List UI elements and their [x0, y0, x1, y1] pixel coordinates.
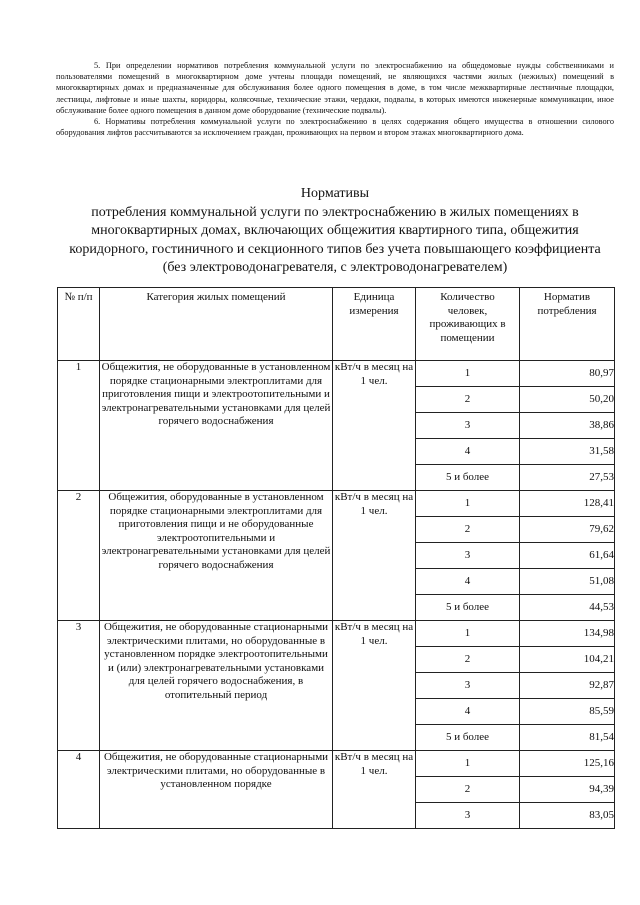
group-number: 1 [58, 361, 100, 491]
section-heading [56, 185, 614, 278]
table-header-row [58, 288, 615, 361]
heading-title: Нормативы [300, 186, 370, 201]
norm-value: 104,21 [520, 647, 615, 673]
people-count: 3 [416, 413, 520, 439]
table-row [58, 621, 615, 647]
table-row [58, 361, 615, 387]
norm-value: 81,54 [520, 725, 615, 751]
group-unit: кВт/ч в месяц на 1 чел. [333, 621, 416, 751]
norm-value: 79,62 [520, 517, 615, 543]
intro-text [56, 60, 614, 138]
norm-value: 31,58 [520, 439, 615, 465]
group-category: Общежития, не оборудованные стационарными электрическими плитами, но оборудованные в установленном порядке электроотопительными и (или) электронагревательными установками для целей горячего водоснабжения, в отопительный период [100, 621, 333, 751]
header-people: Количество человек, проживающих в помещении [416, 288, 520, 361]
norm-value: 80,97 [520, 361, 615, 387]
norm-value: 27,53 [520, 465, 615, 491]
norm-value: 92,87 [520, 673, 615, 699]
header-category: Категория жилых помещений [100, 288, 333, 361]
group-category: Общежития, не оборудованные стационарными электрическими плитами, но оборудованные в установленном порядке [100, 751, 333, 829]
norm-value: 94,39 [520, 777, 615, 803]
norm-value: 85,59 [520, 699, 615, 725]
people-count: 2 [416, 387, 520, 413]
norm-value: 134,98 [520, 621, 615, 647]
group-category: Общежития, оборудованные в установленном порядке стационарными электроплитами для приготовления пищи и не оборудованные электроотопительными и электронагревательными установками для целей горячего водоснабжения [100, 491, 333, 621]
people-count: 2 [416, 647, 520, 673]
heading-subtitle: потребления коммунальной услуги по электроснабжению в жилых помещениях в многоквартирных домах, включающих общежития квартирного типа, общежития коридорного, гостиничного и секционного типов без учета повышающего коэффициента (без электроводонагревателя, с электроводонагревателем) [69, 204, 601, 275]
header-unit: Единица измерения [333, 288, 416, 361]
people-count: 3 [416, 803, 520, 829]
norm-value: 51,08 [520, 569, 615, 595]
people-count: 1 [416, 621, 520, 647]
group-unit: кВт/ч в месяц на 1 чел. [333, 361, 416, 491]
table-row [58, 491, 615, 517]
people-count: 1 [416, 751, 520, 777]
norm-value: 44,53 [520, 595, 615, 621]
people-count: 2 [416, 777, 520, 803]
people-count: 3 [416, 673, 520, 699]
people-count: 5 и более [416, 725, 520, 751]
people-count: 5 и более [416, 595, 520, 621]
paragraph-6: 6. Нормативы потребления коммунальной услуги по электроснабжению в целях содержания общего имущества в отношении силового оборудования лифтов рассчитываются за исключением граждан, проживающих на первом и втором этажах многоквартирного дома. [56, 117, 614, 138]
group-number: 4 [58, 751, 100, 829]
paragraph-5: 5. При определении нормативов потребления коммунальной услуги по электроснабжению на общедомовые нужды собственниками и пользователями помещений в многоквартирном доме учтены площади помещений, не являющихся частями жилых (нежилых) помещений в многоквартирных домах и предназначенные для обслуживания более одного помещения в доме, в том числе межквартирные лестничные площадки, лестницы, лифтовые и иные шахты, коридоры, колясочные, технические этажи, чердаки, подвалы, в которых имеются инженерные коммуникации, иное обслуживание более одного помещения в данном доме оборудование (технические подвалы). [56, 61, 614, 115]
group-unit: кВт/ч в месяц на 1 чел. [333, 751, 416, 829]
norm-value: 125,16 [520, 751, 615, 777]
people-count: 2 [416, 517, 520, 543]
group-number: 3 [58, 621, 100, 751]
norm-value: 50,20 [520, 387, 615, 413]
norm-value: 61,64 [520, 543, 615, 569]
group-unit: кВт/ч в месяц на 1 чел. [333, 491, 416, 621]
people-count: 1 [416, 361, 520, 387]
norm-value: 38,86 [520, 413, 615, 439]
norms-table [57, 287, 615, 829]
norm-value: 83,05 [520, 803, 615, 829]
people-count: 1 [416, 491, 520, 517]
people-count: 4 [416, 569, 520, 595]
header-num: № п/п [58, 288, 100, 361]
header-norm: Норматив потребления [520, 288, 615, 361]
people-count: 4 [416, 699, 520, 725]
group-category: Общежития, не оборудованные в установленном порядке стационарными электроплитами для приготовления пищи и электроотопительными и электронагревательными установками для целей горячего водоснабжения [100, 361, 333, 491]
people-count: 3 [416, 543, 520, 569]
people-count: 4 [416, 439, 520, 465]
people-count: 5 и более [416, 465, 520, 491]
group-number: 2 [58, 491, 100, 621]
norm-value: 128,41 [520, 491, 615, 517]
table-row [58, 751, 615, 777]
